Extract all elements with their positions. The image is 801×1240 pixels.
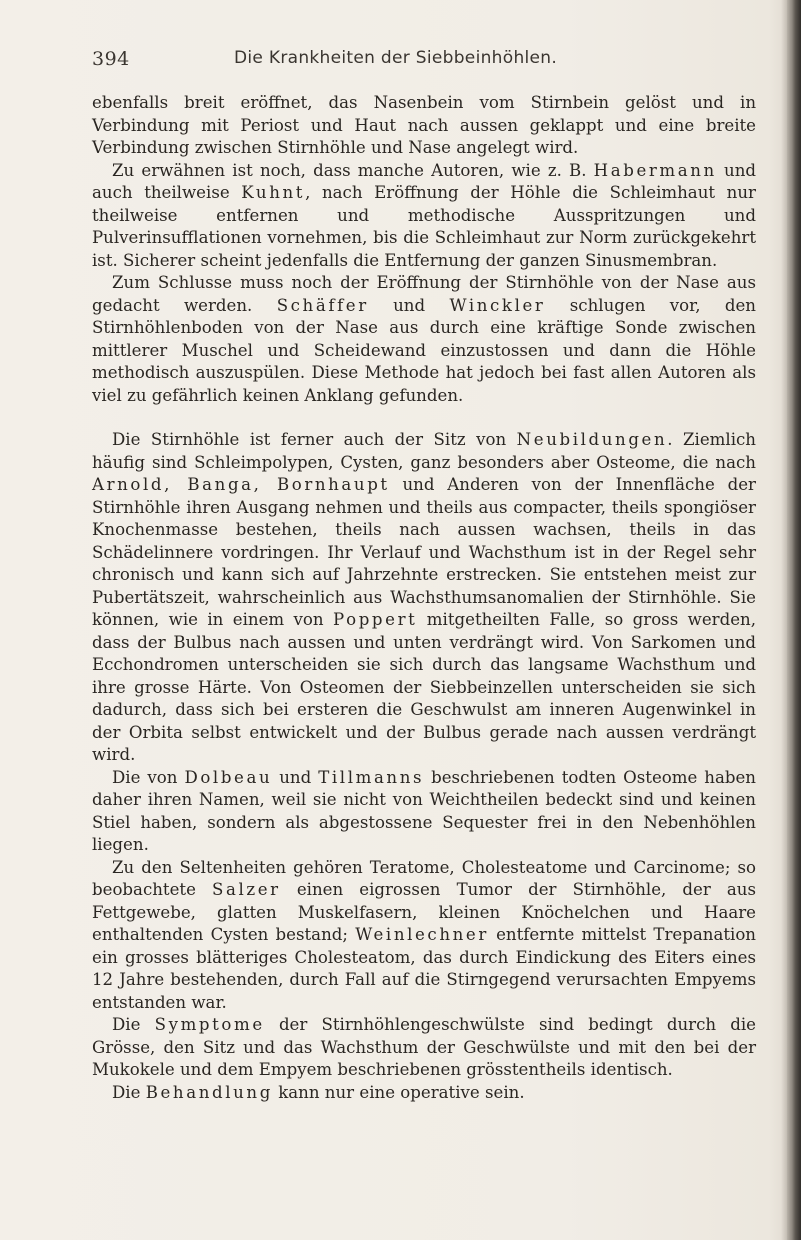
paragraph-4 <box>92 429 756 767</box>
text: Zu erwähnen ist noch, dass manche Autoren, wie z. B. <box>112 160 594 180</box>
text: . Ziemlich häufig sind Schleimpolypen, Cysten, ganz besonders aber Osteome, die nach <box>92 430 756 472</box>
text: und <box>368 295 450 315</box>
paragraph-1 <box>92 92 756 160</box>
body-text <box>92 92 756 1104</box>
emphasis-term: Behandlung <box>145 1082 273 1102</box>
paragraph-6 <box>92 857 756 1015</box>
text: Die <box>112 1015 155 1034</box>
emphasis-term: Symptome <box>154 1015 265 1034</box>
paragraph-2 <box>92 160 756 273</box>
text: der Stirnhöhlengeschwülste sind bedingt durch die Grösse, den Sitz und das Wachsthum der Geschwülste und mit den bei der Mukokele und dem Empyem beschriebenen grösstentheils identisch. <box>92 1015 756 1079</box>
text: , nach Eröffnung der Höhle die Schleimhaut nur theilweise entfernen und methodische Ausspritzungen und Pulverinsufflationen vornehmen, bis die Schleimhaut zur Norm zurückgekehrt ist. Sicherer scheint jedenfalls die Entfernung der ganzen Sinusmembran. <box>92 183 756 270</box>
running-head <box>92 48 752 78</box>
text: und auch theilweise <box>92 160 757 202</box>
author-name: Salzer <box>212 880 281 899</box>
author-names: Arnold, Banga, Bornhaupt <box>92 475 390 494</box>
text: und Anderen von der Innenfläche der Stirnhöhle ihren Ausgang nehmen und theils aus compacter, theils spongiöser Knochenmasse bestehen, theils nach aussen wachsen, theils in das Schädelinnere vordringen. Ihr Verlauf und Wachsthum ist in der Regel sehr chronisch und kann sich auf Jahrzehnte erstrecken. Sie entstehen meist zur Pubertätszeit, wahrscheinlich aus Wachsthumsanomalien der Stirnhöhle. Sie können, wie in einem von <box>92 475 756 629</box>
text: Zum Schlusse muss noch der Eröffnung der Stirnhöhle von der Nase aus gedacht werden. <box>92 273 756 315</box>
text: Die von <box>112 767 185 787</box>
text: schlugen vor, den Stirnhöhlenboden von der Nase aus durch eine kräftige Sonde zwischen mittlerer Muschel und Scheidewand einzustossen und dann die Höhle methodisch auszuspülen. Diese Methode hat jedoch bei fast allen Autoren als viel zu gefährlich keinen Anklang gefunden. <box>92 295 756 405</box>
author-name: Kuhnt <box>241 183 306 202</box>
text: kann nur eine operative sein. <box>272 1082 525 1102</box>
text: Zu den Seltenheiten gehören Teratome, Cholesteatome und Carcinome; so beobachtete <box>92 857 756 899</box>
author-name: Winckler <box>449 295 546 315</box>
author-name: Habermann <box>593 160 717 180</box>
paragraph-7 <box>92 1014 756 1082</box>
author-name: Weinlechner <box>355 925 489 944</box>
text: Die <box>112 1082 146 1102</box>
text: Die Stirnhöhle ist ferner auch der Sitz von <box>112 430 517 449</box>
emphasis-term: Neubildungen <box>516 430 668 449</box>
page-binding-edge <box>787 0 801 1240</box>
paragraph-3 <box>92 272 756 407</box>
text: beschriebenen todten Osteome haben daher ihren Namen, weil sie nicht von Weichtheilen bedeckt sind und keinen Stiel haben, sondern als abgestossene Sequester frei in den Nebenhöhlen liegen. <box>92 767 756 854</box>
author-name: Dolbeau <box>184 767 273 787</box>
paragraph-8 <box>92 1082 756 1105</box>
paragraph-5 <box>92 767 756 857</box>
text: ebenfalls breit eröffnet, das Nasenbein vom Stirnbein gelöst und in Verbindung mit Periost und Haut nach aussen geklappt und eine breite Verbindung zwischen Stirnhöhle und Nase angelegt wird. <box>92 93 756 157</box>
paragraph-gap <box>92 407 756 429</box>
text: mitgetheilten Falle, so gross werden, dass der Bulbus nach aussen und unten verdrängt wird. Von Sarkomen und Ecchondromen unterscheiden sie sich durch das langsame Wachsthum und ihre grosse Härte. Von Osteomen der Siebbeinzellen unterscheiden sie sich dadurch, dass sich bei ersteren die Geschwulst am inneren Augenwinkel in der Orbita selbst entwickelt und der Bulbus gerade nach aussen verdrängt wird. <box>92 610 756 764</box>
page-number: 394 <box>92 48 130 70</box>
author-name: Tillmanns <box>318 767 425 787</box>
author-name: Schäffer <box>276 295 369 315</box>
running-title: Die Krankheiten der Siebbeinhöhlen. <box>234 48 558 68</box>
text: einen eigrossen Tumor der Stirnhöhle, der aus Fettgewebe, glatten Muskelfasern, kleinen Knöchelchen und Haare enthaltenden Cysten bestand; <box>92 880 756 944</box>
text: entfernte mittelst Trepanation ein grosses blätteriges Cholesteatom, das durch Eindickung des Eiters eines 12 Jahre bestehenden, durch Fall auf die Stirngegend verursachten Empyems entstanden war. <box>92 925 756 1012</box>
text: und <box>272 767 319 787</box>
author-name: Poppert <box>333 610 418 629</box>
